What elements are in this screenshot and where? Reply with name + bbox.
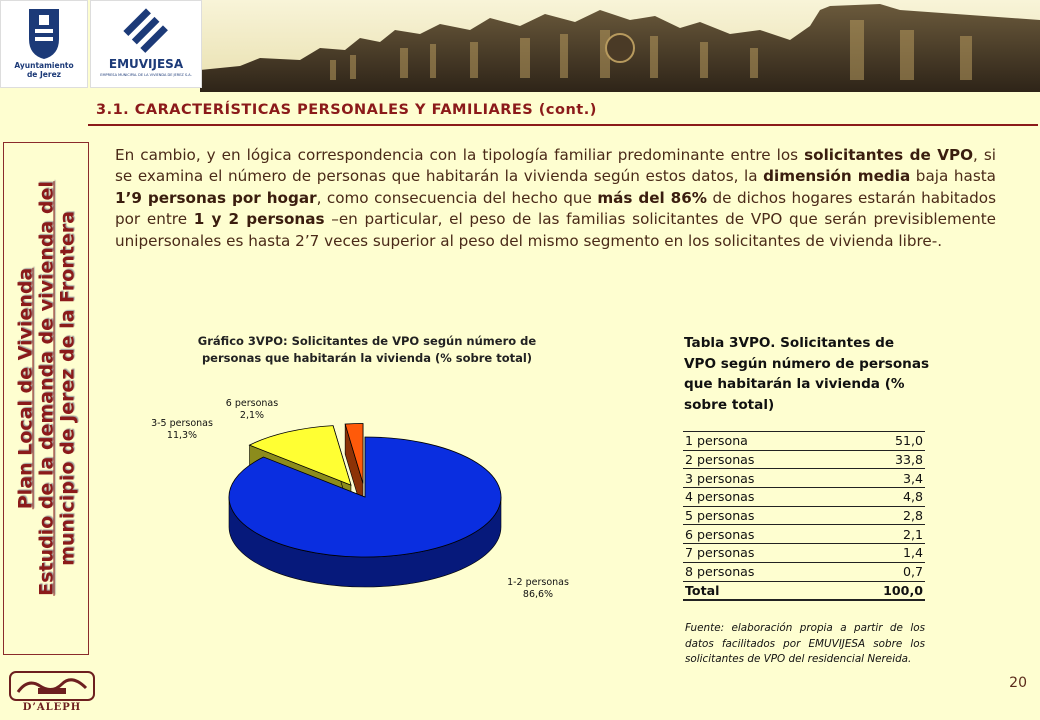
table-row-value: 51,0 [835,432,925,451]
sidebar-line3: municipio de Jerez de la Frontera [56,211,79,566]
table-row-label: 4 personas [683,488,835,507]
table-row [683,525,925,544]
table-row-value: 2,8 [835,506,925,525]
pie-value-label: 11,3% [166,430,198,441]
table-row-label: 2 personas [683,450,835,469]
body-bold-1: solicitantes de VPO [804,146,974,164]
pie-label: 3-5 personas [151,418,213,429]
body-text-5: de dichos hogares estarán habitados por entre [115,188,997,229]
table-row [683,469,925,488]
body-bold-2: dimensión media [763,167,911,186]
sidebar-line2: Estudio de la demanda de vivienda del [35,181,58,596]
table-row-value: 0,7 [835,562,925,581]
table-total-label: Total [683,581,835,600]
emuvijesa-subtitle: EMPRESA MUNICIPAL DE LA VIVIENDA DE JEREZ S.A. [100,73,192,77]
sidebar-line1: Plan Local de Vivienda [14,267,37,510]
table-row-label: 3 personas [683,469,835,488]
table-row-label: 7 personas [683,544,835,563]
table-row [683,450,925,469]
pie-value-label: 86,6% [522,589,554,600]
table-title: Tabla 3VPO. Solicitantes de VPO según número de personas que habitarán la vivienda (% sobre total) [684,335,930,413]
page-number: 20 [1009,675,1027,691]
pie-tops [229,424,501,557]
section-title: 3.1. CARACTERÍSTICAS PERSONALES Y FAMILIARES (cont.) [96,102,597,118]
pie-label: 6 personas [225,398,279,409]
table-row-value: 1,4 [835,544,925,563]
body-bold-5: 1 y 2 personas [193,210,325,229]
data-table [683,431,925,601]
table-source: Fuente: elaboración propia a partir de los datos facilitados por EMUVIJESA sobre los solicitantes de VPO del residencial Nereida. [685,622,925,665]
table-total-row [683,581,925,600]
table-row [683,544,925,563]
aleph-emblem-icon [8,670,96,702]
table-row [683,562,925,581]
table-row-label: 5 personas [683,506,835,525]
ayuntamiento-logo-line2: de Jerez [26,70,62,79]
aleph-text: D’ALEPH [22,702,82,713]
body-text-1: En cambio, y en lógica correspondencia con la tipología familiar predominante entre los [115,146,805,164]
table-row [683,506,925,525]
ayuntamiento-logo-line1: Ayuntamiento [14,61,74,70]
body-bold-3: 1’9 personas por hogar [115,188,317,207]
body-text-2: , si se examina el número de personas que habitarán la vivienda según estos datos, la [115,146,996,186]
chart-title-line1: Gráfico 3VPO: Solicitantes de VPO según número de [197,334,537,348]
pie-label: 1-2 personas [507,577,569,588]
table-row-value: 2,1 [835,525,925,544]
body-text-3: baja hasta [910,167,996,186]
table-total-value: 100,0 [835,581,925,600]
body-text-4: , como consecuencia del hecho que [316,188,598,207]
table-row [683,432,925,451]
table-row-value: 33,8 [835,450,925,469]
table-row [683,488,925,507]
body-text-6: –en particular, el peso de las familias solicitantes de VPO que serán previsiblemente unipersonales es hasta 2’7 veces superior al peso del mismo segmento en los solicitantes de vivienda libre-. [115,210,997,250]
table-row-label: 8 personas [683,562,835,581]
table-row-value: 4,8 [835,488,925,507]
pie-value-label: 2,1% [239,410,265,421]
aleph-logo [8,670,96,714]
table-row-value: 3,4 [835,469,925,488]
table-row-label: 1 persona [683,432,835,451]
table-row-label: 6 personas [683,525,835,544]
chart-title-line2: personas que habitarán la vivienda (% sobre total) [201,351,533,365]
emuvijesa-name: EMUVIJESA [108,57,184,71]
body-bold-4: más del 86% [597,188,708,207]
